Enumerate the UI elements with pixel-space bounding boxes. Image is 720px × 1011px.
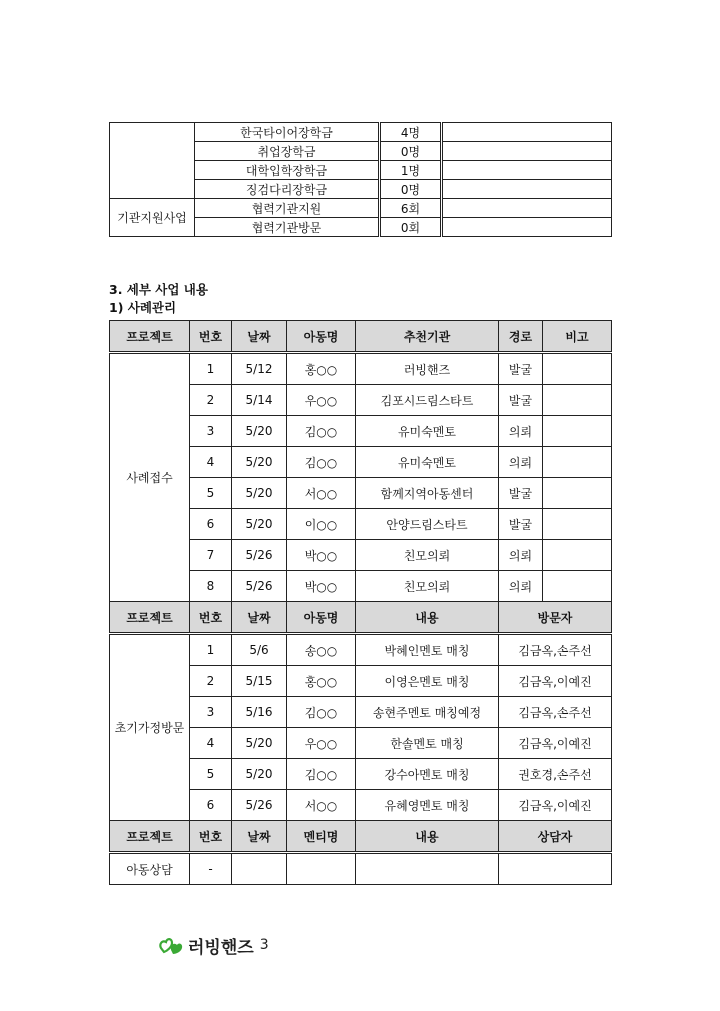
- table-header-row: [110, 821, 612, 853]
- table-cell: 함께지역아동센터: [356, 478, 499, 509]
- summary-item-label: 대학입학장학금: [195, 161, 380, 180]
- table-cell: 홍○○: [287, 353, 356, 385]
- table-cell: [356, 853, 499, 885]
- table-cell: 김○○: [287, 447, 356, 478]
- table-cell: [543, 447, 612, 478]
- table-cell: [232, 853, 287, 885]
- summary-empty-cell: [442, 161, 612, 180]
- table-cell: 3: [190, 697, 232, 728]
- table-cell: 2: [190, 385, 232, 416]
- table-cell: 발굴: [499, 509, 543, 540]
- table-cell: 박○○: [287, 540, 356, 571]
- column-header: 번호: [190, 602, 232, 634]
- table-cell: 의뢰: [499, 571, 543, 602]
- table-cell: 의뢰: [499, 416, 543, 447]
- table-cell: 러빙핸즈: [356, 353, 499, 385]
- summary-item-label: 징검다리장학금: [195, 180, 380, 199]
- table-cell: 박혜인멘토 매칭: [356, 634, 499, 666]
- table-cell: 발굴: [499, 353, 543, 385]
- table-cell: 홍○○: [287, 666, 356, 697]
- column-header: 번호: [190, 321, 232, 353]
- table-cell: 강수아멘토 매칭: [356, 759, 499, 790]
- table-cell: 유혜영멘토 매칭: [356, 790, 499, 821]
- table-cell: 친모의뢰: [356, 540, 499, 571]
- table-cell: 이영은멘토 매칭: [356, 666, 499, 697]
- summary-item-label: 취업장학금: [195, 142, 380, 161]
- column-header: 경로: [499, 321, 543, 353]
- table-cell: 김금옥,이예진: [499, 666, 612, 697]
- table-cell: 5: [190, 759, 232, 790]
- table-cell: 안양드림스타트: [356, 509, 499, 540]
- summary-group-label: 기관지원사업: [110, 199, 195, 237]
- table-cell: 우○○: [287, 728, 356, 759]
- table-header-row: [110, 602, 612, 634]
- summary-item-label: 한국타이어장학금: [195, 123, 380, 142]
- column-header: 내용: [356, 602, 499, 634]
- table-row: [110, 353, 612, 385]
- table-cell: 송○○: [287, 634, 356, 666]
- table-cell: 김금옥,손주선: [499, 697, 612, 728]
- column-header: 날짜: [232, 321, 287, 353]
- table-cell: 발굴: [499, 478, 543, 509]
- table-cell: 유미숙멘토: [356, 447, 499, 478]
- summary-item-value: 0회: [380, 218, 442, 237]
- summary-empty-cell: [442, 123, 612, 142]
- table-cell: [543, 353, 612, 385]
- table-cell: [287, 853, 356, 885]
- table-cell: [543, 509, 612, 540]
- table-cell: 우○○: [287, 385, 356, 416]
- table-cell: 친모의뢰: [356, 571, 499, 602]
- table-cell: 6: [190, 509, 232, 540]
- summary-blank-cell: [110, 123, 195, 199]
- table-cell: 8: [190, 571, 232, 602]
- subsection-title: 1) 사례관리: [109, 300, 177, 315]
- table-cell: 송현주멘토 매칭예정: [356, 697, 499, 728]
- summary-item-value: 6회: [380, 199, 442, 218]
- hands-logo-icon: [158, 934, 184, 956]
- summary-table: [109, 122, 612, 237]
- table-cell: 5/26: [232, 540, 287, 571]
- table-cell: 김○○: [287, 759, 356, 790]
- summary-item-value: 4명: [380, 123, 442, 142]
- table-header-row: [110, 321, 612, 353]
- column-header: 아동명: [287, 602, 356, 634]
- table-cell: 5/20: [232, 728, 287, 759]
- table-cell: 5/20: [232, 416, 287, 447]
- table-cell: 이○○: [287, 509, 356, 540]
- project-cell: 사례접수: [110, 353, 190, 602]
- summary-row: [110, 123, 612, 142]
- table-cell: 김금옥,이예진: [499, 728, 612, 759]
- summary-row: [110, 199, 612, 218]
- table-cell: 2: [190, 666, 232, 697]
- column-header: 번호: [190, 821, 232, 853]
- table-row: [110, 853, 612, 885]
- table-cell: 권호경,손주선: [499, 759, 612, 790]
- column-header: 날짜: [232, 821, 287, 853]
- summary-item-value: 0명: [380, 180, 442, 199]
- table-cell: 5/6: [232, 634, 287, 666]
- table-cell: 김○○: [287, 416, 356, 447]
- table-cell: 5/12: [232, 353, 287, 385]
- table-cell: [543, 571, 612, 602]
- column-header: 프로젝트: [110, 602, 190, 634]
- column-header: 상담자: [499, 821, 612, 853]
- table-cell: 3: [190, 416, 232, 447]
- table-cell: 7: [190, 540, 232, 571]
- summary-item-label: 협력기관방문: [195, 218, 380, 237]
- table-cell: 5/20: [232, 478, 287, 509]
- column-header: 아동명: [287, 321, 356, 353]
- column-header: 프로젝트: [110, 321, 190, 353]
- table-cell: [543, 416, 612, 447]
- table-cell: 5/20: [232, 447, 287, 478]
- table-cell: -: [190, 853, 232, 885]
- table-cell: 한솔멘토 매칭: [356, 728, 499, 759]
- column-header: 내용: [356, 821, 499, 853]
- table-cell: [543, 478, 612, 509]
- summary-empty-cell: [442, 180, 612, 199]
- summary-item-value: 0명: [380, 142, 442, 161]
- table-cell: 서○○: [287, 478, 356, 509]
- table-cell: 김포시드림스타트: [356, 385, 499, 416]
- table-cell: 유미숙멘토: [356, 416, 499, 447]
- table-cell: [543, 540, 612, 571]
- table-cell: 1: [190, 353, 232, 385]
- project-cell: 초기가정방문: [110, 634, 190, 821]
- summary-item-label: 협력기관지원: [195, 199, 380, 218]
- table-cell: [499, 853, 612, 885]
- table-cell: 의뢰: [499, 447, 543, 478]
- section-title: 3. 세부 사업 내용: [109, 282, 208, 297]
- table-cell: 5/20: [232, 759, 287, 790]
- summary-empty-cell: [442, 142, 612, 161]
- table-cell: 4: [190, 447, 232, 478]
- summary-empty-cell: [442, 199, 612, 218]
- page-number: 3: [259, 937, 269, 953]
- footer: [158, 932, 269, 958]
- column-header: 프로젝트: [110, 821, 190, 853]
- column-header: 방문자: [499, 602, 612, 634]
- column-header: 비고: [543, 321, 612, 353]
- table-cell: [543, 385, 612, 416]
- table-cell: 5/15: [232, 666, 287, 697]
- table-cell: 5/20: [232, 509, 287, 540]
- table-cell: 김금옥,이예진: [499, 790, 612, 821]
- table-cell: 5/26: [232, 571, 287, 602]
- case-management-table: [109, 320, 612, 885]
- summary-item-value: 1명: [380, 161, 442, 180]
- footer-logo-text: 러빙핸즈: [188, 937, 254, 958]
- summary-empty-cell: [442, 218, 612, 237]
- table-cell: 의뢰: [499, 540, 543, 571]
- table-cell: 김○○: [287, 697, 356, 728]
- table-cell: 6: [190, 790, 232, 821]
- table-cell: 4: [190, 728, 232, 759]
- table-cell: 발굴: [499, 385, 543, 416]
- table-row: [110, 634, 612, 666]
- table-cell: 김금옥,손주선: [499, 634, 612, 666]
- table-cell: 5/26: [232, 790, 287, 821]
- table-cell: 5: [190, 478, 232, 509]
- project-cell: 아동상담: [110, 853, 190, 885]
- table-cell: 5/16: [232, 697, 287, 728]
- column-header: 날짜: [232, 602, 287, 634]
- table-cell: 서○○: [287, 790, 356, 821]
- table-cell: 5/14: [232, 385, 287, 416]
- table-cell: 1: [190, 634, 232, 666]
- column-header: 추천기관: [356, 321, 499, 353]
- table-cell: 박○○: [287, 571, 356, 602]
- column-header: 멘티명: [287, 821, 356, 853]
